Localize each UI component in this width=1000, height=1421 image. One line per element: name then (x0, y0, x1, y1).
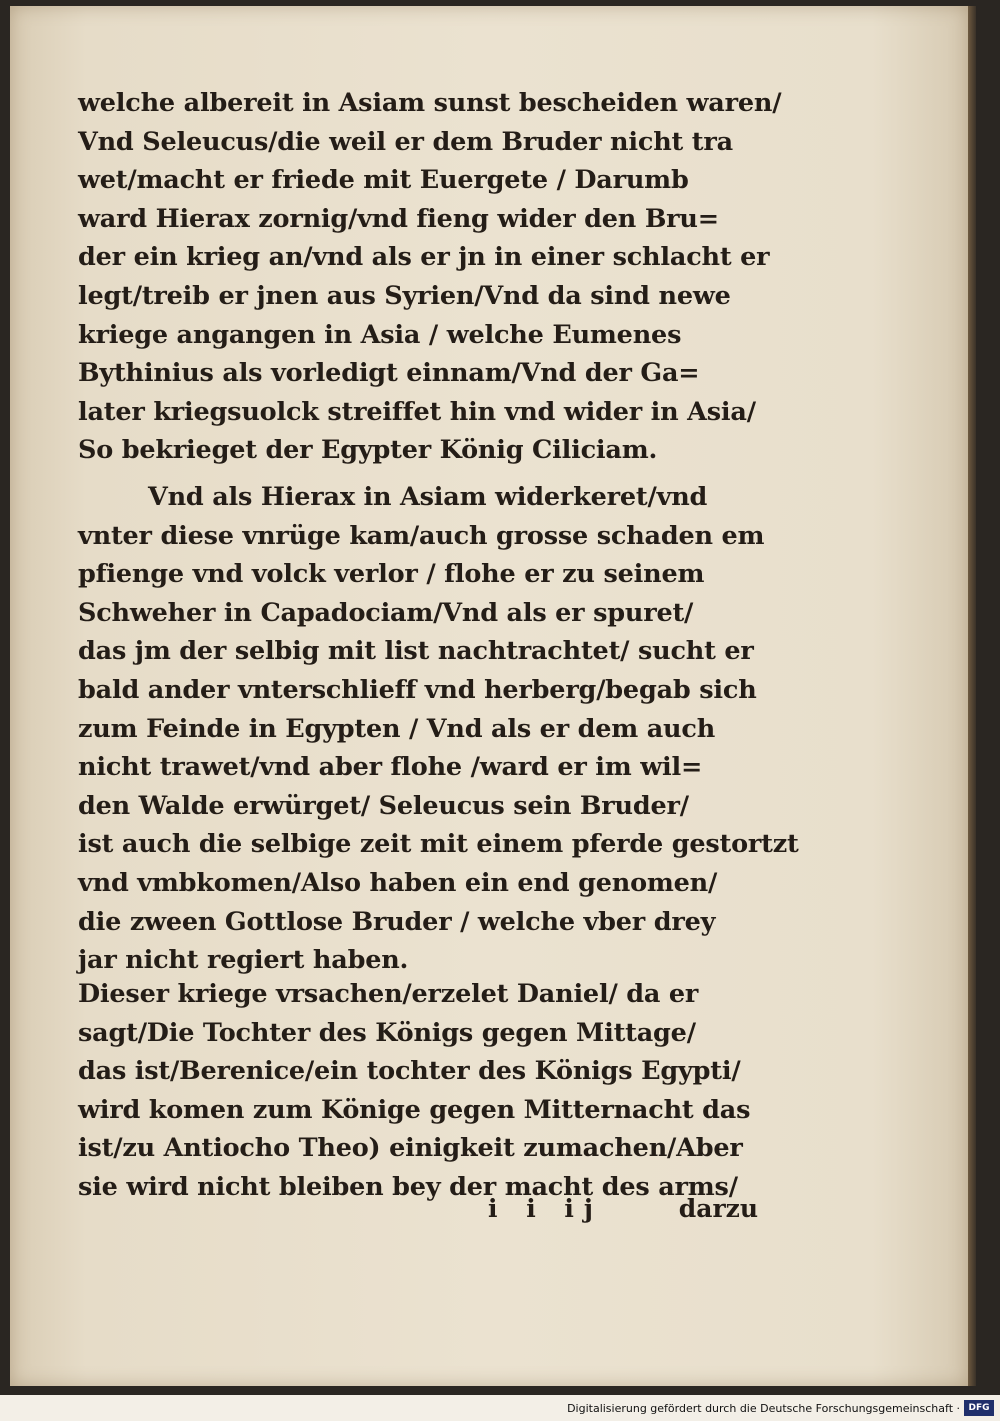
text-line: Bythinius als vorledigt einnam/Vnd der Ga= (78, 358, 700, 389)
text-line: sie wird nicht bleiben bey der macht des arms/ (78, 1171, 738, 1202)
text-line: nicht trawet/vnd aber flohe /ward er im wil= (78, 752, 703, 783)
text-line: later kriegsuolck streiffet hin vnd wider in Asia/ (78, 396, 756, 427)
dfg-logo: DFG (964, 1400, 994, 1416)
text-line: ist/zu Antiocho Theo) einigkeit zumachen/Aber (78, 1133, 743, 1164)
page-edge (968, 6, 976, 1386)
funding-credit: Digitalisierung gefördert durch die Deutsche Forschungsgemeinschaft · (567, 1402, 960, 1415)
text-line: die zween Gottlose Bruder / welche vber drey (78, 906, 716, 937)
text-line: kriege angangen in Asia / welche Eumenes (78, 319, 682, 350)
text-line: bald ander vnterschlieff vnd herberg/begab sich (78, 674, 757, 705)
text-line: ist auch die selbige zeit mit einem pferde gestortzt (78, 829, 799, 860)
text-line: pfienge vnd volck verlor / flohe er zu seinem (78, 559, 705, 590)
text-line: zum Feinde in Egypten / Vnd als er dem auch (78, 713, 716, 744)
paragraph-3 (78, 975, 778, 1207)
paragraph-2 (78, 478, 799, 980)
page-footer (78, 1194, 758, 1234)
signature-mark: i i ij (488, 1194, 603, 1223)
paragraph-1 (78, 84, 782, 470)
text-line: wet/macht er friede mit Euergete / Darumb (78, 165, 689, 196)
text-line: das jm der selbig mit list nachtrachtet/ sucht er (78, 636, 754, 667)
text-line: den Walde erwürget/ Seleucus sein Bruder/ (78, 790, 689, 821)
text-line: das ist/Berenice/ein tochter des Königs Egypti/ (78, 1056, 741, 1087)
text-line: legt/treib er jnen aus Syrien/Vnd da sind newe (78, 280, 731, 311)
text-line: vnter diese vnrüge kam/auch grosse schaden em (78, 520, 765, 551)
text-line: Dieser kriege vrsachen/erzelet Daniel/ da er (78, 979, 699, 1009)
text-line: jar nicht regiert haben. (78, 945, 409, 976)
text-line: sagt/Die Tochter des Königs gegen Mittage/ (78, 1017, 696, 1048)
text-line: So bekrieget der Egypter König Ciliciam. (78, 435, 658, 466)
catchword: darzu (678, 1194, 758, 1223)
text-line: Vnd als Hierax in Asiam widerkeret/vnd (148, 482, 708, 512)
text-line: der ein krieg an/vnd als er jn in einer schlacht er (78, 242, 770, 273)
text-line: vnd vmbkomen/Also haben ein end genomen/ (78, 867, 718, 898)
text-line: welche albereit in Asiam sunst bescheiden waren/ (78, 88, 782, 118)
text-line: Schweher in Capadociam/Vnd als er spuret/ (78, 597, 694, 628)
text-line: wird komen zum Könige gegen Mitternacht das (78, 1094, 751, 1125)
text-line: ward Hierax zornig/vnd fieng wider den Bru= (78, 203, 719, 234)
text-line: Vnd Seleucus/die weil er dem Bruder nicht tra (78, 126, 733, 157)
